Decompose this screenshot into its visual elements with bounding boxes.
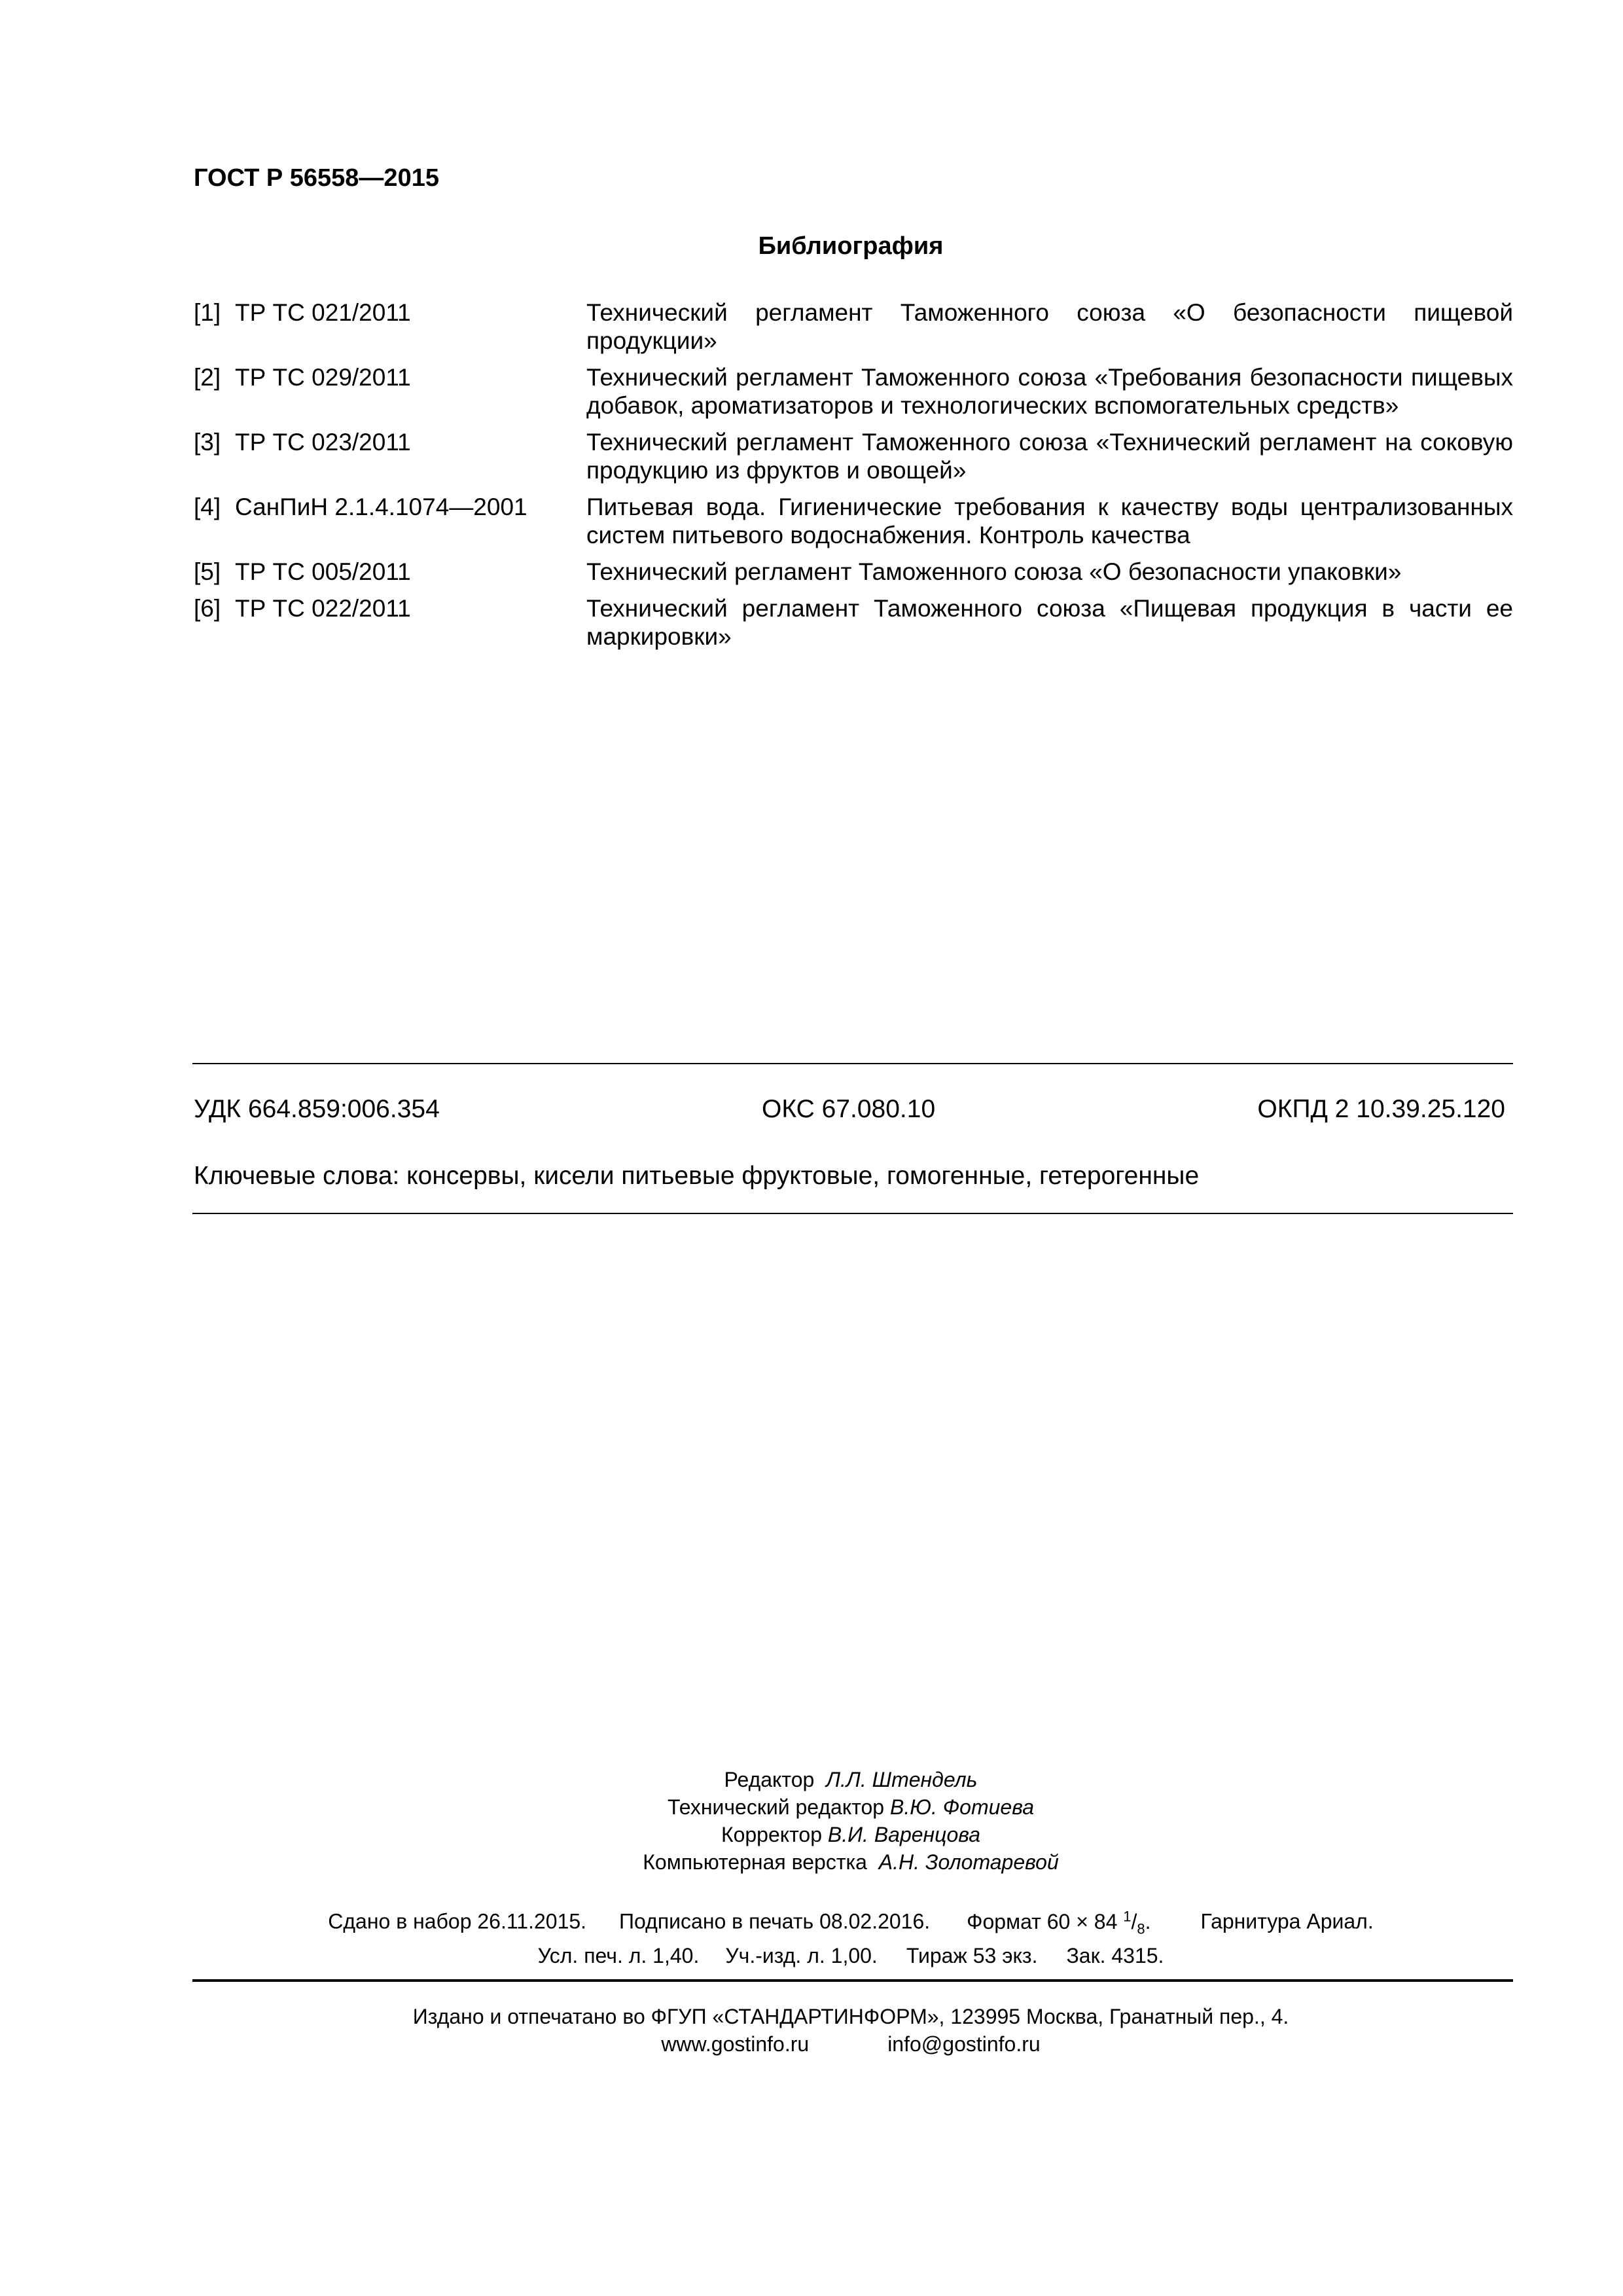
bibliography-item <box>194 594 1513 651</box>
signed-date: Подписано в печать 08.02.2016. <box>619 1909 931 1933</box>
reference-code: ТР ТС 029/2011 <box>235 364 411 391</box>
order-number: Зак. 4315. <box>1066 1944 1164 1967</box>
credit-label: Редактор <box>724 1768 815 1791</box>
reference-description: Питьевая вода. Гигиенические требования к качеству воды централизованных систем питьевого водоснабжения. Контроль качества <box>586 493 1513 548</box>
format-label: Формат 60 × 84 <box>967 1909 1118 1933</box>
document-code: ГОСТ Р 56558—2015 <box>194 164 439 192</box>
imprint-line-2 <box>0 1943 1623 1969</box>
imprint-line-1 <box>0 1903 1623 1942</box>
paper-format: Формат 60 × 84 $^1/_8$. <box>967 1908 1151 1937</box>
credit-label: Компьютерная верстка <box>643 1850 867 1874</box>
credit-layout <box>0 1848 1623 1876</box>
bibliography-item <box>194 363 1513 420</box>
publisher-contacts <box>0 2030 1623 2058</box>
reference-description: Технический регламент Таможенного союза «О безопасности упаковки» <box>586 558 1402 585</box>
reference-number: [1] <box>194 299 221 326</box>
reference-description: Технический регламент Таможенного союза «О безопасности пищевой продукции» <box>586 299 1513 354</box>
reference-code: ТР ТС 023/2011 <box>235 429 411 456</box>
credit-proofreader <box>0 1821 1623 1848</box>
credit-name: В.Ю. Фотиева <box>889 1795 1034 1819</box>
reference-description: Технический регламент Таможенного союза «Требования безопасности пищевых добавок, ароматизаторов и технологических вспомогательных средств» <box>586 364 1513 419</box>
publisher-sheets: Уч.-изд. л. 1,00. <box>725 1944 878 1967</box>
reference-code: ТР ТС 005/2011 <box>235 558 411 585</box>
oks-code: ОКС 67.080.10 <box>762 1095 936 1123</box>
publisher-line: Издано и отпечатано во ФГУП «СТАНДАРТИНФОРМ», 123995 Москва, Гранатный пер., 4. <box>412 2005 1289 2028</box>
bibliography-item <box>194 428 1513 484</box>
email-link[interactable]: info@gostinfo.ru <box>887 2032 1041 2056</box>
reference-number: [6] <box>194 595 221 622</box>
bibliography-item <box>194 493 1513 549</box>
reference-code: ТР ТС 021/2011 <box>235 299 411 326</box>
reference-description: Технический регламент Таможенного союза «Технический регламент на соковую продукцию из фруктов и овощей» <box>586 429 1513 484</box>
udk-code: УДК 664.859:006.354 <box>194 1095 440 1123</box>
typeset-date: Сдано в набор 26.11.2015. <box>328 1909 587 1933</box>
publisher-block <box>0 2003 1623 2058</box>
typeface: Гарнитура Ариал. <box>1200 1909 1374 1933</box>
credit-editor <box>0 1766 1623 1793</box>
bibliography-list <box>194 298 1513 659</box>
website-link[interactable]: www.gostinfo.ru <box>661 2032 810 2056</box>
bibliography-item <box>194 558 1513 586</box>
format-numerator: 1 <box>1123 1908 1132 1924</box>
okpd-code: ОКПД 2 10.39.25.120 <box>1257 1095 1505 1123</box>
reference-number: [4] <box>194 493 221 520</box>
divider-imprint <box>192 1979 1513 1982</box>
divider-top <box>192 1063 1513 1064</box>
credit-label: Технический редактор <box>667 1795 885 1819</box>
reference-code: СанПиН 2.1.4.1074—2001 <box>235 493 527 520</box>
bibliography-item <box>194 298 1513 355</box>
reference-code: ТР ТС 022/2011 <box>235 595 411 622</box>
credits-block <box>0 1766 1623 1876</box>
credit-name: В.И. Варенцова <box>827 1823 981 1846</box>
classification-codes <box>194 1094 1505 1124</box>
reference-description: Технический регламент Таможенного союза «Пищевая продукция в части ее маркировки» <box>586 595 1513 650</box>
credit-name: Л.Л. Штендель <box>826 1768 978 1791</box>
credit-label: Корректор <box>721 1823 823 1846</box>
divider-bottom <box>192 1213 1513 1214</box>
print-sheets: Усл. печ. л. 1,40. <box>537 1944 700 1967</box>
credit-name: А.Н. Золотаревой <box>878 1850 1059 1874</box>
bibliography-title: Библиография <box>758 232 944 260</box>
circulation: Тираж 53 экз. <box>906 1944 1038 1967</box>
keywords: Ключевые слова: консервы, кисели питьевые фруктовые, гомогенные, гетерогенные <box>194 1162 1200 1190</box>
reference-number: [2] <box>194 364 221 391</box>
credit-tech-editor <box>0 1793 1623 1821</box>
reference-number: [5] <box>194 558 221 585</box>
format-denominator: 8 <box>1137 1920 1145 1937</box>
reference-number: [3] <box>194 429 221 456</box>
